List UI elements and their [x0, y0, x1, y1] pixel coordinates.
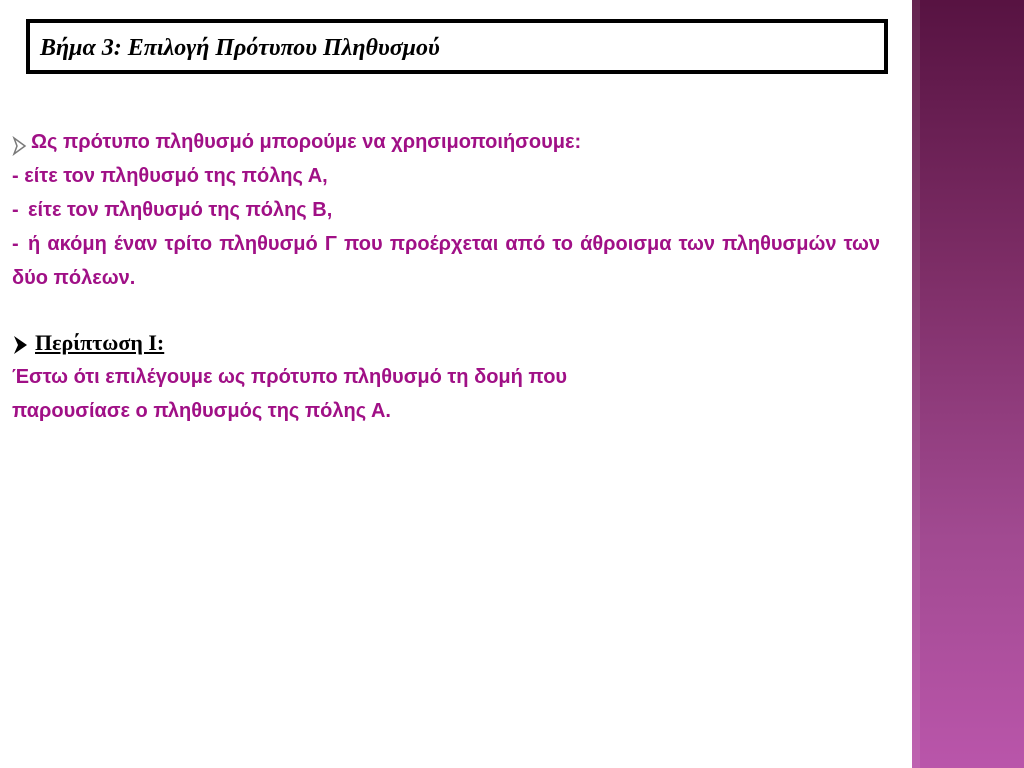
intro-bullet-line [12, 125, 882, 159]
arrow-right-icon [12, 332, 30, 354]
side-decorative-panel [912, 0, 1024, 768]
title-box [26, 19, 888, 74]
intro-item-2-text: είτε τον πληθυσμό της πόλης Β, [28, 199, 333, 221]
slide-title: Βήμα 3: Επιλογή Πρότυπου Πληθυσμού [40, 35, 440, 61]
intro-item-3-text: ή ακόμη έναν τρίτο πληθυσμό Γ που προέρχεται από το άθροισμα των πληθυσμών των δύο πόλεων. [12, 233, 880, 289]
dash-marker: - [12, 233, 19, 255]
dash-marker: - [12, 199, 19, 221]
intro-item-3 [12, 227, 880, 295]
arrow-right-icon [12, 133, 28, 153]
intro-bullet-text: Ως πρότυπο πληθυσμό μπορούμε να χρησιμοποιήσουμε: [31, 131, 582, 153]
case-section [12, 326, 882, 428]
case-heading: Περίπτωση Ι: [35, 330, 165, 355]
case-heading-line [12, 326, 882, 360]
case-line-2: παρουσίασε ο πληθυσμός της πόλης Α. [12, 400, 391, 422]
case-line-1: Έστω ότι επιλέγουμε ως πρότυπο πληθυσμό τη δομή που [12, 366, 568, 388]
intro-item-2 [12, 193, 882, 227]
slide-content [12, 125, 882, 428]
intro-item-1: - είτε τον πληθυσμό της πόλης Α, [12, 165, 328, 187]
